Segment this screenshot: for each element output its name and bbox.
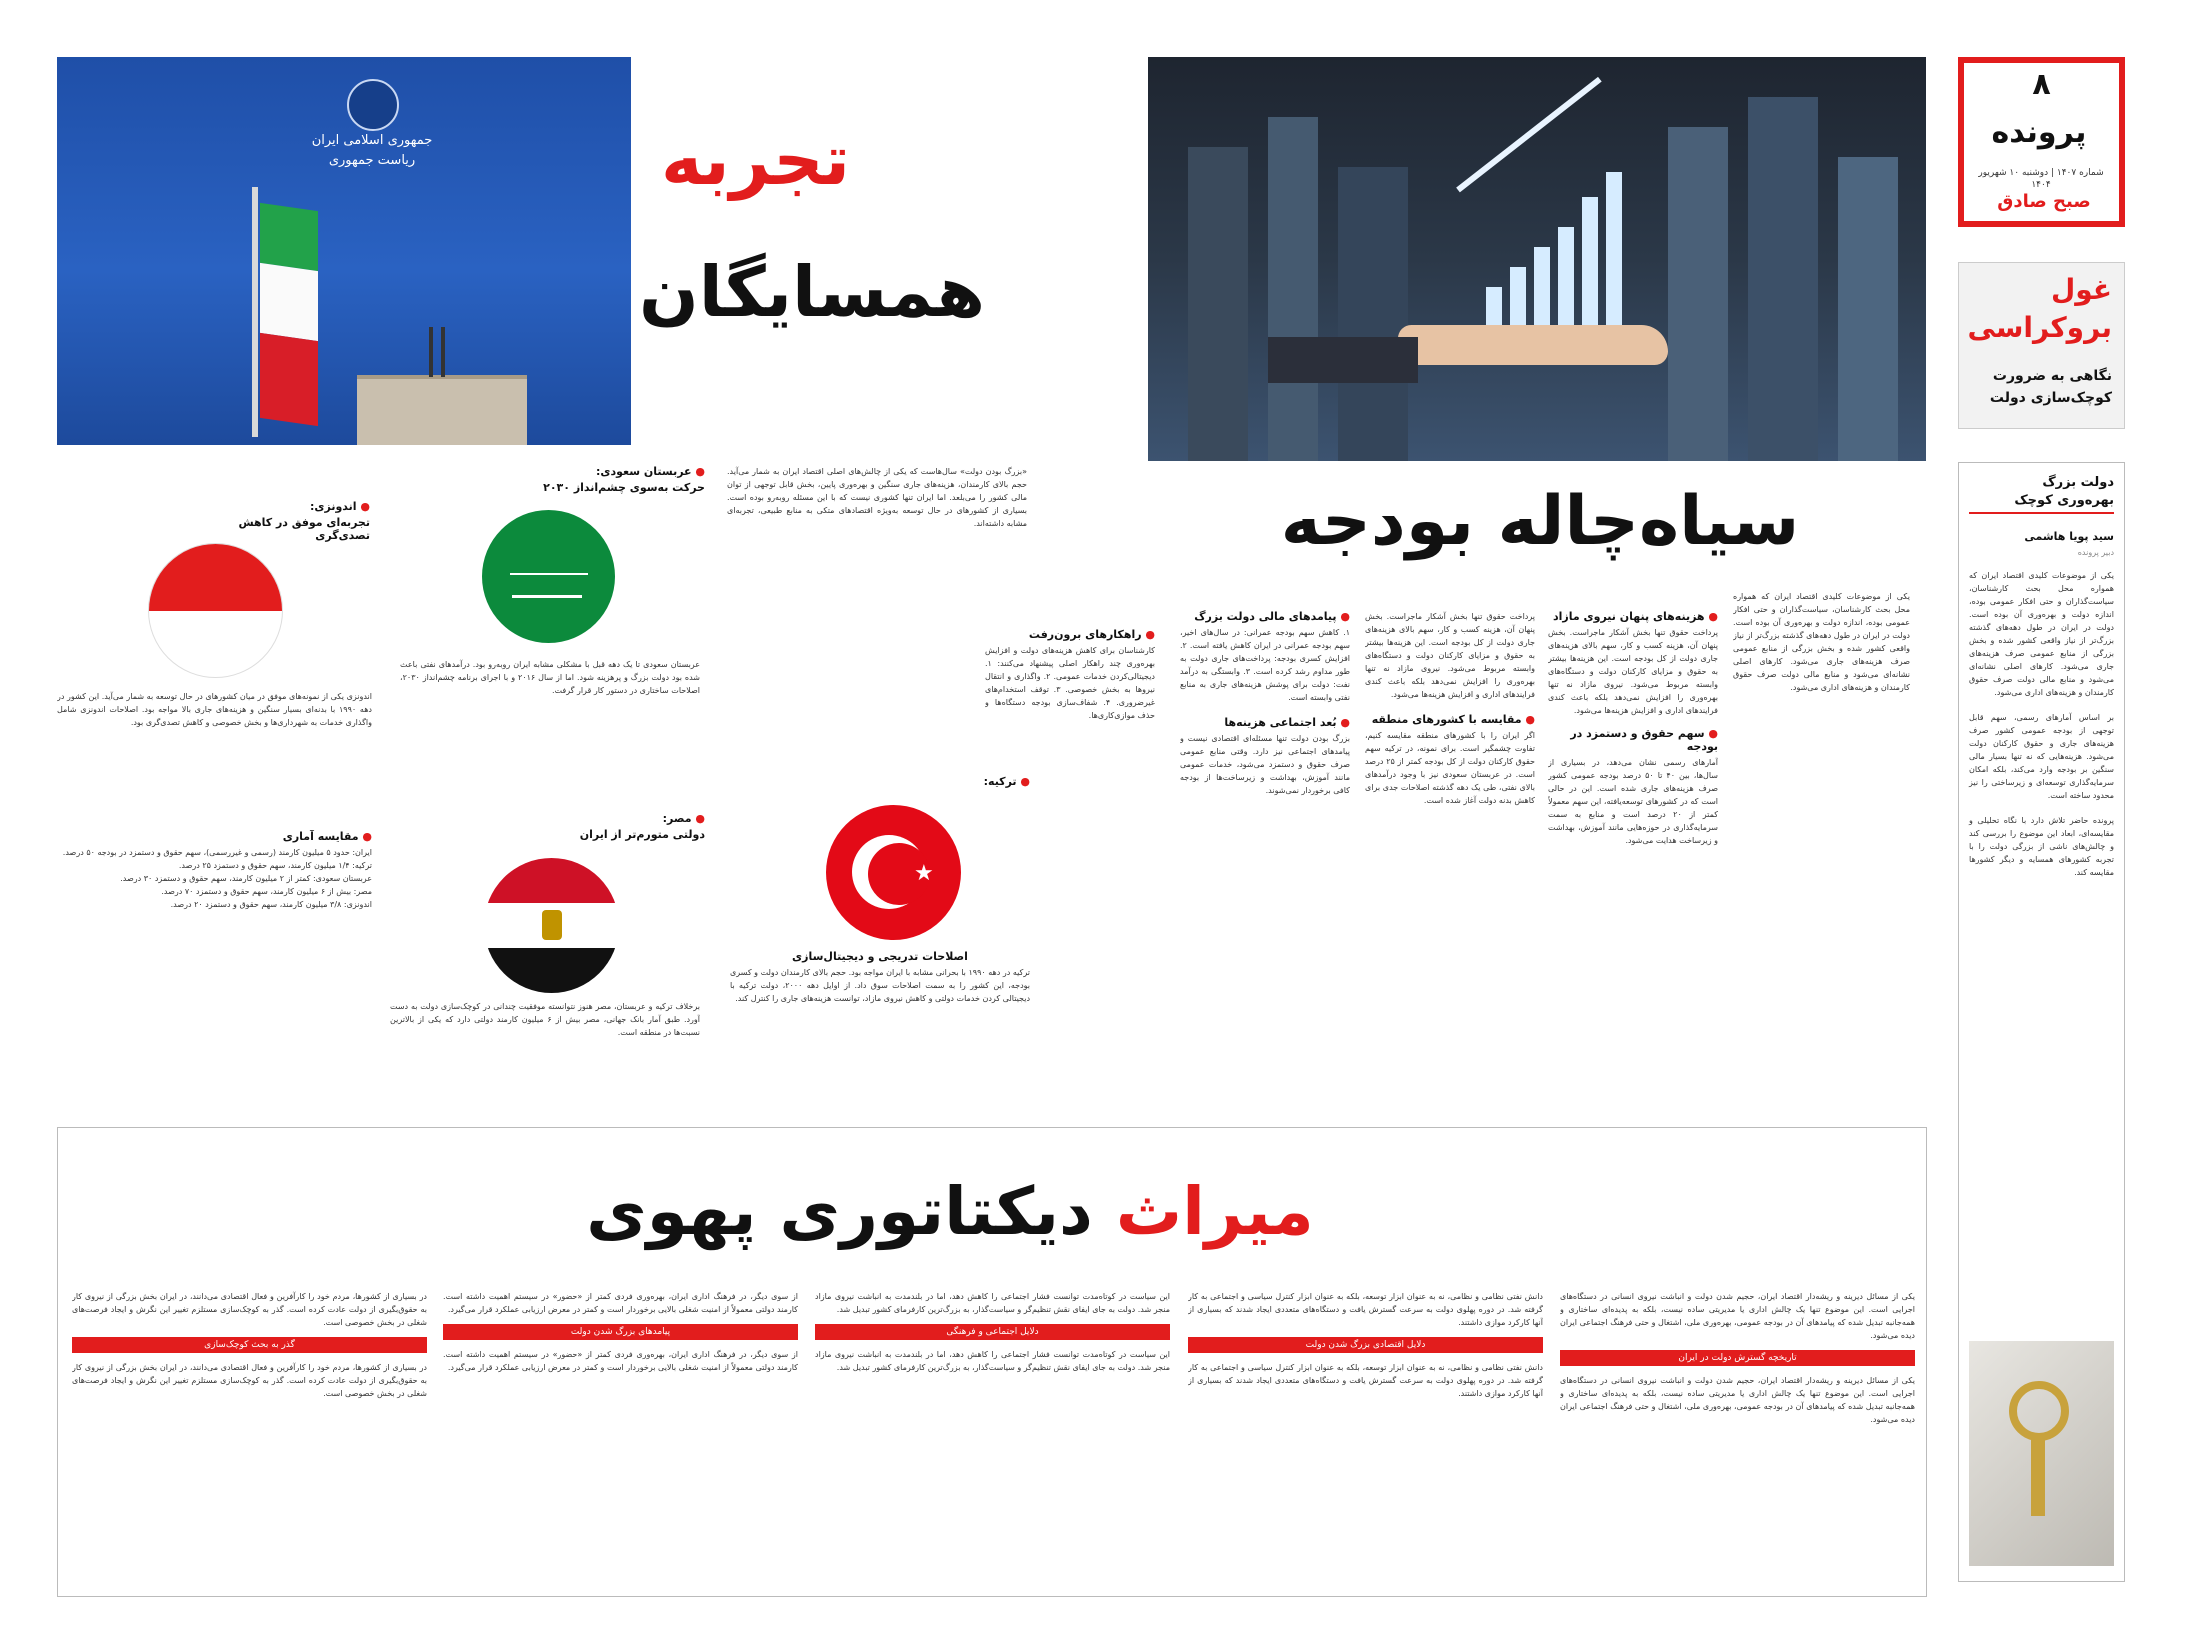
pahlavi-bar-3: پیامدهای بزرگ شدن دولت — [443, 1324, 798, 1340]
budget-section-text-0: پرداخت حقوق تنها بخش آشکار ماجراست. بخش پنهان آن، هزینه کسب و کار، سهم بالای هزینه‌های جاری دولت از کل بودجه است. این هزینه‌ها بیشتر به حقوق و مزایای کارکنان دولت و دستگاه‌های وابسته مربوط می‌شود. نیروی مازاد نه تنها بهره‌وری را افزایش نمی‌دهد بلکه باعث کندی فرایندهای اداری و افزایش هزینه‌ها می‌شود. — [1548, 628, 1718, 715]
budget-col-4 — [1180, 610, 1350, 1110]
saudi-name: ● عربستان سعودی: — [595, 465, 705, 478]
column-author: سید پویا هاشمی — [2024, 530, 2114, 543]
budget-section-text-5: کارشناسان برای کاهش هزینه‌های دولت و افزایش بهره‌وری چند راهکار اصلی پیشنهاد می‌کنند: ۱. دیجیتالی‌کردن خدمات عمومی. ۲. واگذاری و انتقال نیروها به بخش خصوصی. ۳. توقف استخدام‌های غیرضروری. ۴. شفاف‌سازی بودجه دستگاه‌ها و حذف موازی‌کاری‌ها. — [985, 646, 1155, 720]
stats-block — [57, 830, 372, 1110]
egypt-name: ● مصر: — [662, 812, 705, 825]
indonesia-flag-icon — [148, 543, 283, 678]
budget-section-title-3: ● پیامدهای مالی دولت بزرگ — [1194, 610, 1350, 623]
logo: صبح صادق — [1997, 191, 2091, 212]
turkey-name: ● ترکیه: — [983, 775, 1030, 788]
neighbors-headline-2: همسایگان — [638, 251, 985, 333]
issue-line: شماره ۱۴۰۷ | دوشنبه ۱۰ شهریور ۱۴۰۴ — [1978, 168, 2104, 190]
pahlavi-bar-0: تاریخچه گسترش دولت در ایران — [1560, 1350, 1915, 1366]
budget-section-text-1: اگر ایران را با کشورهای منطقه مقایسه کنیم، تفاوت چشمگیر است. برای نمونه، در ترکیه سهم حقوق کارکنان دولت از کل بودجه کمتر از ۲۵ درصد است. در عربستان سعودی نیز با وجود درآمدهای بالای نفتی، طی یک دهه گذشته اصلاحات جدی برای کاهش بدنه دولت آغاز شده است. — [1365, 731, 1535, 805]
microphone-icon-2 — [441, 327, 445, 377]
teaser-box — [1958, 262, 2125, 429]
indonesia-text: اندونزی یکی از نمونه‌های موفق در میان کشورهای در حال توسعه به شمار می‌آید. این کشور در دهه ۱۹۹۰ با بدنه‌ای بسیار سنگین و هزینه‌های جاری بالا مواجه بود. اصلاحات اندونزی شامل واگذاری خدمات به شهرداری‌ها و بخش خصوصی و کاهش تصدی‌گری بود. — [57, 692, 372, 727]
neighbors-intro: «بزرگ بودن دولت» سال‌هاست که یکی از چالش‌های اصلی اقتصاد ایران به شمار می‌آید. حجم بالای کارمندان، هزینه‌های جاری سنگین و بهره‌وری پایین، بخش قابل توجهی از توان مالی کشور را می‌بلعد. اما ایران تنها کشوری نیست که با این مسئله روبه‌رو بوده است. بسیاری از کشورهای در حال توسعه به‌ویژه اقتصادهای متکی به منابع طبیعی، تجربه‌ای مشابه داشته‌اند. — [727, 467, 1027, 528]
stat-4: اندونزی: ۳/۸ میلیون کارمند، سهم حقوق و دستمزد ۲۰ درصد. — [170, 900, 372, 909]
column-title-1: دولت بزرگ — [2042, 475, 2114, 490]
pahlavi-bar-4: گذر به بحث کوچک‌سازی — [72, 1337, 427, 1353]
budget-section-text-0b: پرداخت حقوق تنها بخش آشکار ماجراست. بخش پنهان آن، هزینه کسب و کار، سهم بالای هزینه‌های جاری دولت از کل بودجه است. این هزینه‌ها بیشتر به حقوق و مزایای کارکنان دولت و دستگاه‌های وابسته مربوط می‌شود. نیروی مازاد نه تنها بهره‌وری را افزایش نمی‌دهد بلکه باعث کندی فرایندهای اداری و افزایش هزینه‌ها می‌شود. — [1365, 612, 1535, 699]
stat-2: عربستان سعودی: کمتر از ۲ میلیون کارمند، سهم حقوق و دستمزد ۳۰ درصد. — [120, 874, 372, 883]
podium-caption-1: جمهوری اسلامی ایران — [311, 133, 433, 148]
podium-caption-2: ریاست جمهوری — [328, 153, 416, 168]
pahlavi-col-4: از سوی دیگر، در فرهنگ اداری ایران، بهره‌وری فردی کمتر از «حضور» در سیستم اهمیت داشته است. کارمند دولتی معمولاً از امنیت شغلی بالایی برخوردار است و کمتر در معرض ارزیابی عملکرد قرار می‌گیرد. پیامدهای بزرگ شدن دولت از سوی دیگر، در فرهنگ اداری ایران، بهره‌وری فردی کمتر از «حضور» در سیستم اهمیت داشته است. کارمند دولتی معمولاً از امنیت شغلی بالایی برخوردار است و کمتر در معرض ارزیابی عملکرد قرار می‌گیرد. — [443, 1292, 798, 1372]
budget-col-3 — [1365, 610, 1535, 1110]
column-body-1: یکی از موضوعات کلیدی اقتصاد ایران که همواره محل بحث کارشناسان، سیاست‌گذاران و حتی افکار عمومی بوده، اندازه دولت و بهره‌وری آن بوده است. دولت در ایران در طول دهه‌های گذشته بزرگ‌تر از نیاز واقعی کشور شده و بخش بزرگی از منابع عمومی صرف هزینه‌های جاری می‌شود. کارهای اصلی نشانه‌ای می‌شود و منابع مالی دولت صرف حقوق کارمندان و هزینه‌های اداری می‌شود. — [1969, 571, 2114, 697]
budget-intro: یکی از موضوعات کلیدی اقتصاد ایران که همواره محل بحث کارشناسان، سیاست‌گذاران و حتی افکار عمومی بوده، اندازه دولت و بهره‌وری آن بوده است. دولت در ایران در طول دهه‌های گذشته بزرگ‌تر از نیاز واقعی کشور شده و بخش بزرگی از منابع عمومی صرف هزینه‌های جاری می‌شود. کارهای اصلی نشانه‌ای می‌شود و منابع مالی دولت صرف حقوق کارمندان و هزینه‌های اداری می‌شود. — [1733, 592, 1910, 692]
teaser-title-1: غول — [2051, 273, 2112, 306]
egypt-flag-icon — [484, 858, 619, 993]
teaser-subtitle-2: کوچک‌سازی دولت — [1989, 390, 2112, 406]
egypt-subtitle: دولتی متورم‌تر از ایران — [579, 828, 705, 841]
pahlavi-headline-black: دیکتاتوری پهوی — [586, 1173, 1093, 1250]
budget-section-title-4: ● بُعد اجتماعی هزینه‌ها — [1224, 716, 1350, 729]
saudi-block — [540, 465, 705, 497]
saudi-text: عربستان سعودی تا یک دهه قبل با مشکلی مشابه ایران روبه‌رو بود. درآمدهای نفتی باعث شده بود دولت بزرگ و پرهزینه شود. اما از سال ۲۰۱۶ و با اجرای برنامه چشم‌انداز ۲۰۳۰، اصلاحات ساختاری در دستور کار قرار گرفت. — [400, 660, 700, 695]
budget-section-title-0: ● هزینه‌های پنهان نیروی مازاد — [1553, 610, 1718, 623]
turkey-flag-icon: ★ — [826, 805, 961, 940]
indonesia-subtitle: تجربه‌ای موفق در کاهش تصدی‌گری — [238, 516, 370, 542]
page-number: ۸ — [2032, 67, 2051, 102]
pahlavi-col-1: یکی از مسائل دیرینه و ریشه‌دار اقتصاد ایران، حجیم شدن دولت و انباشت نیروی انسانی در دستگاه‌های اجرایی است. این موضوع تنها یک چالش اداری یا مدیریتی ساده نیست، بلکه به پدیده‌ای ساختاری و همه‌جانبه تبدیل شده که پیامدهای آن در بودجه عمومی، بهره‌وری ملی، اشتغال و حتی فرهنگ اجتماعی ایران دیده می‌شود. تاریخچه گسترش دولت در ایران یکی از مسائل دیرینه و ریشه‌دار اقتصاد ایران، حجیم شدن دولت و انباشت نیروی انسانی در دستگاه‌های اجرایی است. این موضوع تنها یک چالش اداری یا مدیریتی ساده نیست، بلکه به پدیده‌ای ساختاری و همه‌جانبه تبدیل شده که پیامدهای آن در بودجه عمومی، بهره‌وری ملی، اشتغال و حتی فرهنگ اجتماعی ایران دیده می‌شود. — [1560, 1292, 1915, 1424]
pahlavi-col-5: در بسیاری از کشورها، مردم خود را کارآفرین و فعال اقتصادی می‌دانند، در ایران بخش بزرگی از نیروی کار به حقوق‌بگیری از دولت عادت کرده است. گذر به کوچک‌سازی مستلزم تغییر این نگرش و ایجاد فرصت‌های شغلی در بخش خصوصی است. گذر به بحث کوچک‌سازی در بسیاری از کشورها، مردم خود را کارآفرین و فعال اقتصادی می‌دانند، در ایران بخش بزرگی از نیروی کار به حقوق‌بگیری از دولت عادت کرده است. گذر به کوچک‌سازی مستلزم تغییر این نگرش و ایجاد فرصت‌های شغلی در بخش خصوصی است. — [72, 1292, 427, 1398]
budget-section-title-5: ● راهکارهای برون‌رفت — [1028, 628, 1155, 641]
budget-section-text-3: ۱. کاهش سهم بودجه عمرانی: در سال‌های اخیر، سهم بودجه عمرانی در ایران کاهش یافته است. ۲. افزایش کسری بودجه: پرداخت‌های جاری دولت به طور مداوم رشد کرده است. ۳. وابستگی به درآمد نفت: دولت برای پوشش هزینه‌های جاری به منابع نفتی وابسته است. — [1180, 628, 1350, 702]
neighbors-headline-1: تجربه — [660, 119, 850, 201]
stat-1: ترکیه: ۱/۴ میلیون کارمند، سهم حقوق و دستمزد ۲۵ درصد. — [178, 861, 372, 870]
iran-flag-icon — [252, 187, 332, 437]
budget-headline: سیاه‌چاله بودجه — [1280, 482, 1800, 561]
budget-photo — [1148, 57, 1926, 461]
stat-0: ایران: حدود ۵ میلیون کارمند (رسمی و غیررسمی)، سهم حقوق و دستمزد در بودجه ۵۰ درصد. — [62, 848, 372, 857]
indonesia-name: ● اندونزی: — [310, 500, 370, 513]
saudi-flag-icon — [482, 510, 615, 643]
saudi-subtitle: حرکت به‌سوی چشم‌انداز ۲۰۳۰ — [543, 481, 705, 494]
emblem-logo — [347, 79, 399, 131]
turkey-block — [810, 775, 1030, 791]
stat-3: مصر: بیش از ۶ میلیون کارمند، سهم حقوق و دستمزد ۷۰ درصد. — [161, 887, 372, 896]
pahlavi-col-3: این سیاست در کوتاه‌مدت توانست فشار اجتماعی را کاهش دهد، اما در بلندمدت به انباشت نیروی مازاد منجر شد. دولت به جای ایفای نقش تنظیم‌گر و سیاست‌گذار، به بزرگ‌ترین کارفرمای کشور تبدیل شد. دلایل اجتماعی و فرهنگی این سیاست در کوتاه‌مدت توانست فشار اجتماعی را کاهش دهد، اما در بلندمدت به انباشت نیروی مازاد منجر شد. دولت به جای ایفای نقش تنظیم‌گر و سیاست‌گذار، به بزرگ‌ترین کارفرمای کشور تبدیل شد. — [815, 1292, 1170, 1372]
egypt-block — [540, 812, 705, 844]
egypt-text: برخلاف ترکیه و عربستان، مصر هنوز نتوانسته موفقیت چندانی در کوچک‌سازی دولت به دست آورد. طبق آمار بانک جهانی، مصر بیش از ۶ میلیون کارمند دولتی دارد که یکی از بالاترین نسبت‌ها در منطقه است. — [390, 1002, 700, 1037]
budget-section-title-1: ● مقایسه با کشورهای منطقه — [1371, 713, 1535, 726]
indonesia-block — [200, 500, 370, 545]
pahlavi-bar-1: دلایل اقتصادی بزرگ شدن دولت — [1188, 1337, 1543, 1353]
neighbors-photo — [57, 57, 631, 445]
masthead-box — [1958, 57, 2125, 227]
microphone-icon — [429, 327, 433, 377]
budget-section-title-2: ● سهم حقوق و دستمزد در بودجه — [1570, 727, 1718, 753]
budget-col-1 — [1733, 590, 1910, 1010]
budget-section-text-4: بزرگ بودن دولت تنها مسئله‌ای اقتصادی نیست و پیامدهای اجتماعی نیز دارد. وقتی منابع عمومی صرف حقوق و دستمزد می‌شود، خدمات عمومی مانند آموزش، بهداشت و زیرساخت‌ها از بودجه کافی برخوردار نمی‌شوند. — [1180, 734, 1350, 795]
column-title-2: بهره‌وری کوچک — [1969, 493, 2114, 514]
budget-section-text-2: آمارهای رسمی نشان می‌دهد، در بسیاری از سال‌ها، بین ۴۰ تا ۵۰ درصد بودجه عمومی کشور صرف هزینه‌های جاری شده است. این در حالی است که در کشورهای توسعه‌یافته، این سهم معمولاً کمتر از ۲۰ درصد است و منابع به سمت سرمایه‌گذاری در حوزه‌هایی مانند آموزش، بهداشت و زیرساخت هدایت می‌شود. — [1548, 758, 1718, 845]
hand-graphic — [1398, 325, 1668, 365]
stats-title: ● مقایسه آماری — [282, 830, 372, 843]
turkey-subtitle: اصلاحات تدریجی و دیجیتال‌سازی — [792, 950, 968, 963]
teaser-title-2: بروکراسی — [1967, 311, 2112, 344]
column — [1958, 462, 2125, 1582]
podium-desk — [357, 375, 527, 445]
teaser-subtitle-1: نگاهی به ضرورت — [1992, 368, 2112, 384]
section-title: پرونده — [1991, 115, 2087, 150]
column-author-role: دبیر پرونده — [2077, 548, 2114, 557]
key-puzzle-image — [1969, 1341, 2114, 1566]
turkey-text: اصلاحات تدریجی و دیجیتال‌سازی ترکیه در دهه ۱۹۹۰ با بحرانی مشابه با ایران مواجه بود. حجم بالای کارمندان دولت و کسری بودجه، این کشور را به سمت اصلاحات سوق داد. از اوایل دهه ۲۰۰۰، دولت ترکیه با دیجیتالی کردن خدمات دولتی و کاهش نیروی مازاد، توانست هزینه‌های جاری را کنترل کند. — [730, 950, 1030, 1003]
column-body-3: پرونده حاضر تلاش دارد با نگاه تحلیلی و مقایسه‌ای، ابعاد این موضوع را بررسی کند و چالش‌های ناشی از بزرگی دولت را با تجربه کشورهای همسایه و دیگر کشورها مقایسه کند. — [1969, 816, 2114, 877]
budget-col-2 — [1548, 610, 1718, 1110]
pahlavi-headline-red: میراث — [1115, 1173, 1314, 1250]
pahlavi-col-2: دانش نفتی نظامی و نظامی، نه به عنوان ابزار توسعه، بلکه به عنوان ابزار کنترل سیاسی و اجتماعی به کار گرفته شد. در دوره پهلوی دولت به سرعت گسترش یافت و دستگاه‌های متعددی ایجاد شدند که بسیاری از آنها کارکرد موازی داشتند. دلایل اقتصادی بزرگ شدن دولت دانش نفتی نظامی و نظامی، نه به عنوان ابزار توسعه، بلکه به عنوان ابزار کنترل سیاسی و اجتماعی به کار گرفته شد. در دوره پهلوی دولت به سرعت گسترش یافت و دستگاه‌های متعددی ایجاد شدند که بسیاری از آنها کارکرد موازی داشتند. — [1188, 1292, 1543, 1398]
pahlavi-bar-2: دلایل اجتماعی و فرهنگی — [815, 1324, 1170, 1340]
pahlavi-headline — [540, 1170, 1360, 1254]
column-body-2: بر اساس آمارهای رسمی، سهم قابل توجهی از بودجه عمومی کشور صرف هزینه‌های جاری و حقوق کارکنان دولت می‌شود. هزینه‌هایی که نه تنها بسیار مالی سنگین بر بودجه وارد می‌کند، بلکه امکان سرمایه‌گذاری توسعه‌ای و زیرساختی را نیز محدود ساخته است. — [1969, 713, 2114, 800]
arrow-up-icon — [1456, 77, 1602, 193]
